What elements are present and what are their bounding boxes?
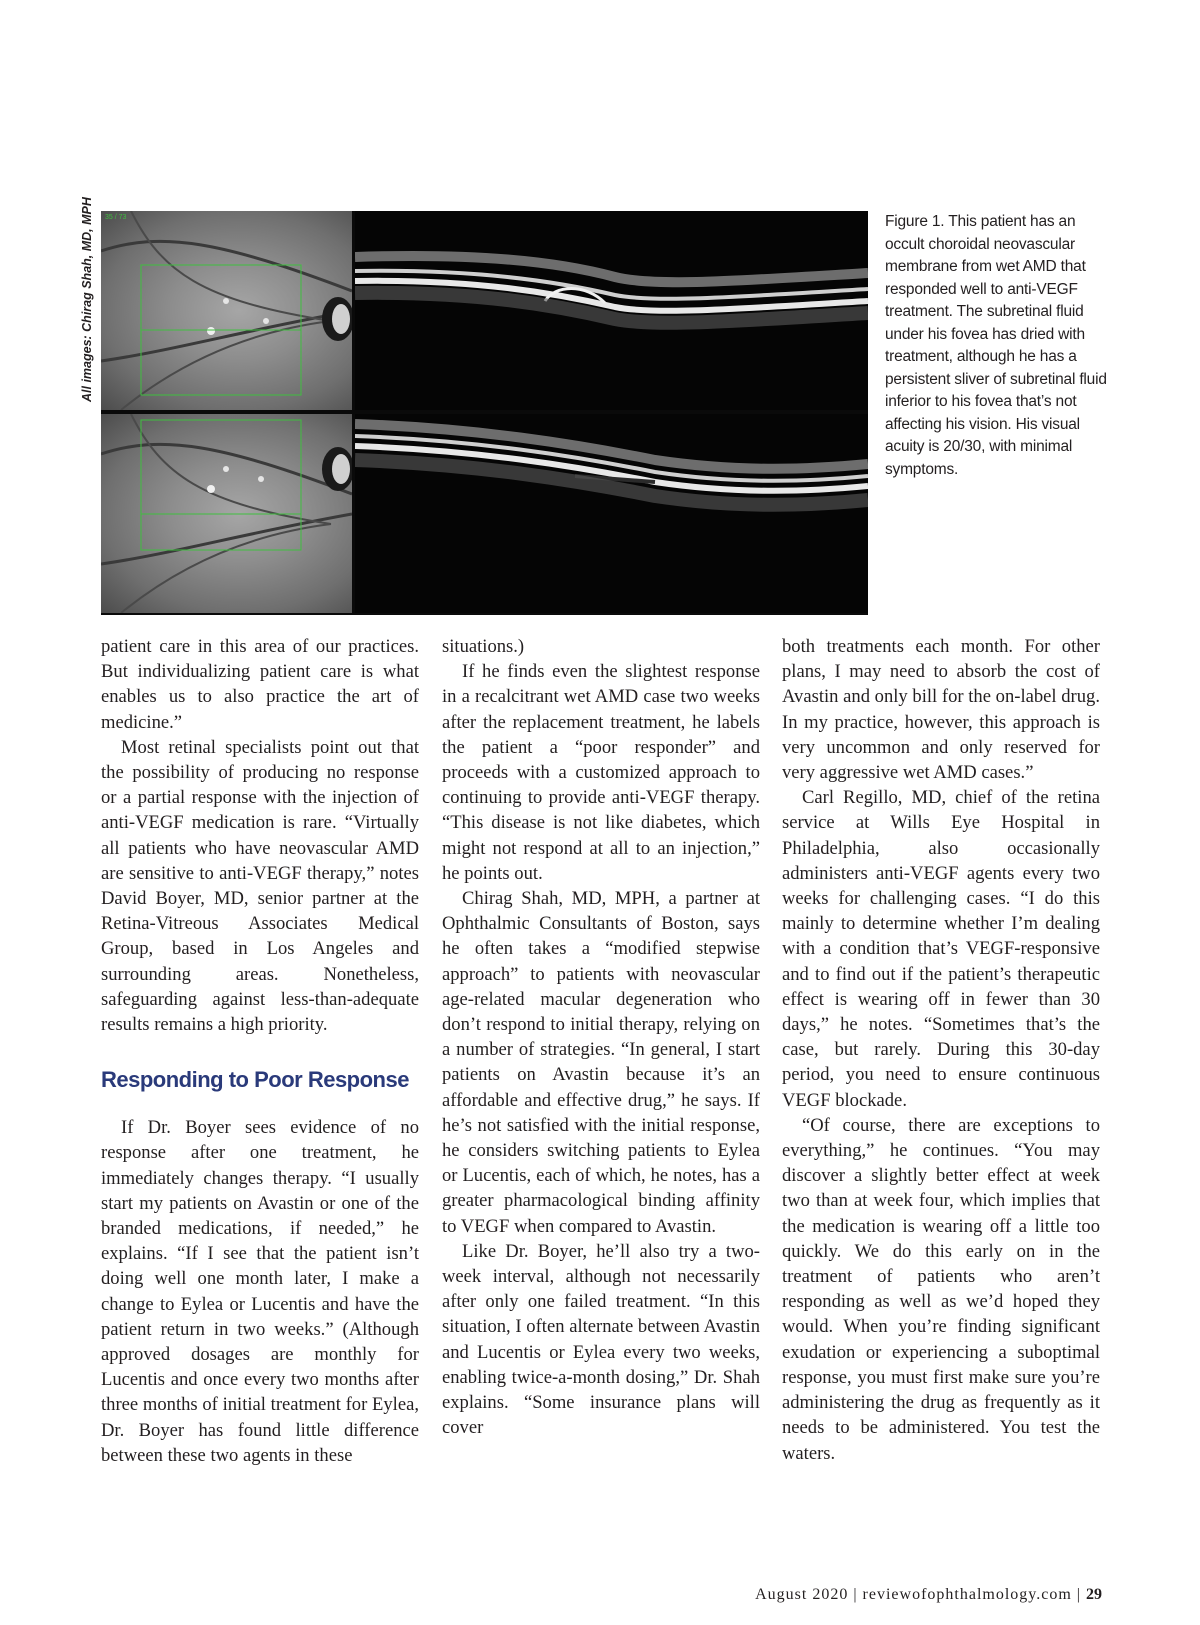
oct-bottom-svg: [355, 414, 868, 613]
paragraph: Like Dr. Boyer, he’ll also try a two-week interval, although not necessarily after only one failed treatment. “In this situation, I often alternate between Avastin and Lucentis or Eylea every two weeks, enabling twice-a-month dosing,” Dr. Shah explains. “Some insurance plans will cover: [442, 1240, 760, 1439]
oct-scan-bottom: [355, 414, 868, 613]
paragraph: If he finds even the slightest response in a recalcitrant wet AMD case two weeks after the replacement treatment, he labels the patient a “poor responder” and proceeds with a customized approach to continuing to provide anti-VEGF therapy. “This disease is not like diabetes, which might not respond at all to an injection,” he points out.: [442, 661, 760, 884]
paragraph: situations.): [442, 636, 525, 657]
photo-credit: All images: Chirag Shah, MD, MPH: [80, 197, 94, 402]
figure-caption: Figure 1. This patient has an occult choroidal neovascular membrane from wet AMD that responded well to anti-VEGF treatment. The subretinal fluid under his fovea has dried with treatment, although he has a persistent sliver of subretinal fluid inferior to his fovea that’s not affecting his vision. His visual acuity is 20/30, with minimal symptoms.: [885, 213, 1107, 478]
paragraph: Chirag Shah, MD, MPH, a partner at Ophthalmic Consultants of Boston, says he often takes a “modified stepwise approach” to patients with neovascular age-related macular degeneration who don’t respond to initial therapy, relying on a number of strategies. “In general, I start patients on Avastin because it’s an affordable and effective drug,” he says. If he’s not satisfied with the initial response, he considers switching patients to Eylea or Lucentis, each of which, he notes, has a greater pharmacological binding affinity to VEGF when compared to Avastin.: [442, 888, 760, 1237]
footer-text: August 2020 | reviewofophthalmology.com |: [755, 1586, 1081, 1603]
oct-scan-top: [355, 211, 868, 410]
paragraph: Most retinal specialists point out that the possibility of producing no response or a partial response with the injection of anti-VEGF medication is rare. “Virtually all patients who have neovascular AMD are sensitive to anti-VEGF therapy,” notes David Boyer, MD, senior partner at the Retina-Vitreous Associates Medical Group, based in Los Angeles and surrounding areas. Nonetheless, safeguarding against less-than-adequate results remains a high priority.: [101, 736, 419, 1036]
paragraph: both treatments each month. For other plans, I may need to absorb the cost of Avastin and only bill for the on-label drug. In my practice, however, this approach is very uncommon and only reserved for very aggressive wet AMD cases.”: [782, 636, 1100, 784]
page-number: 29: [1086, 1586, 1102, 1603]
figure-1-image: [101, 211, 868, 615]
fundus-image-top: [101, 211, 352, 410]
text-column-2: [442, 634, 760, 1441]
paragraph: patient care in this area of our practices. But individualizing patient care is what enables us to also practice the art of medicine.”: [101, 636, 419, 733]
oct-top-svg: [355, 211, 868, 410]
corner-label: 35 / 73: [105, 214, 127, 221]
page-footer: [755, 1586, 1102, 1604]
text-column-1: [101, 634, 419, 1468]
paragraph: Carl Regillo, MD, chief of the retina service at Wills Eye Hospital in Philadelphia, also occasionally administers anti-VEGF agents every two weeks for challenging cases. “I do this mainly to determine whether I’m dealing with a condition that’s VEGF-responsive and to find out if the patient’s therapeutic effect is wearing off in fewer than 30 days,” he notes. “Sometimes that’s the case, but rarely. During this 30-day period, you need to ensure continuous VEGF blockade.: [782, 787, 1100, 1111]
text-column-3: [782, 634, 1100, 1466]
section-heading: Responding to Poor Response: [101, 1067, 409, 1093]
paragraph: “Of course, there are exceptions to everything,” he continues. “You may discover a slightly better effect at week two than at week four, which implies that the medication is wearing off a little too quickly. We do this early on in the treatment of patients who aren’t responding as well as we’d hoped they would. When you’re finding significant exudation or experiencing a suboptimal response, you must first make sure you’re administering the drug as frequently as it needs to be administered. You test the waters.: [782, 1114, 1100, 1464]
fundus-bottom-svg: [101, 414, 352, 613]
fundus-top-svg: [101, 211, 352, 410]
fundus-image-bottom: [101, 414, 352, 613]
paragraph: If Dr. Boyer sees evidence of no response after one treatment, he immediately changes therapy. “I usually start my patients on Avastin or one of the branded medications, if needed,” he explains. “If I see that the patient isn’t doing well one month later, I make a change to Eylea or Lucentis and have the patient return in two weeks.” (Although approved dosages are monthly for Lucentis and once every two months after three months of initial treatment for Eylea, Dr. Boyer has found little difference between these two agents in these: [101, 1117, 419, 1466]
